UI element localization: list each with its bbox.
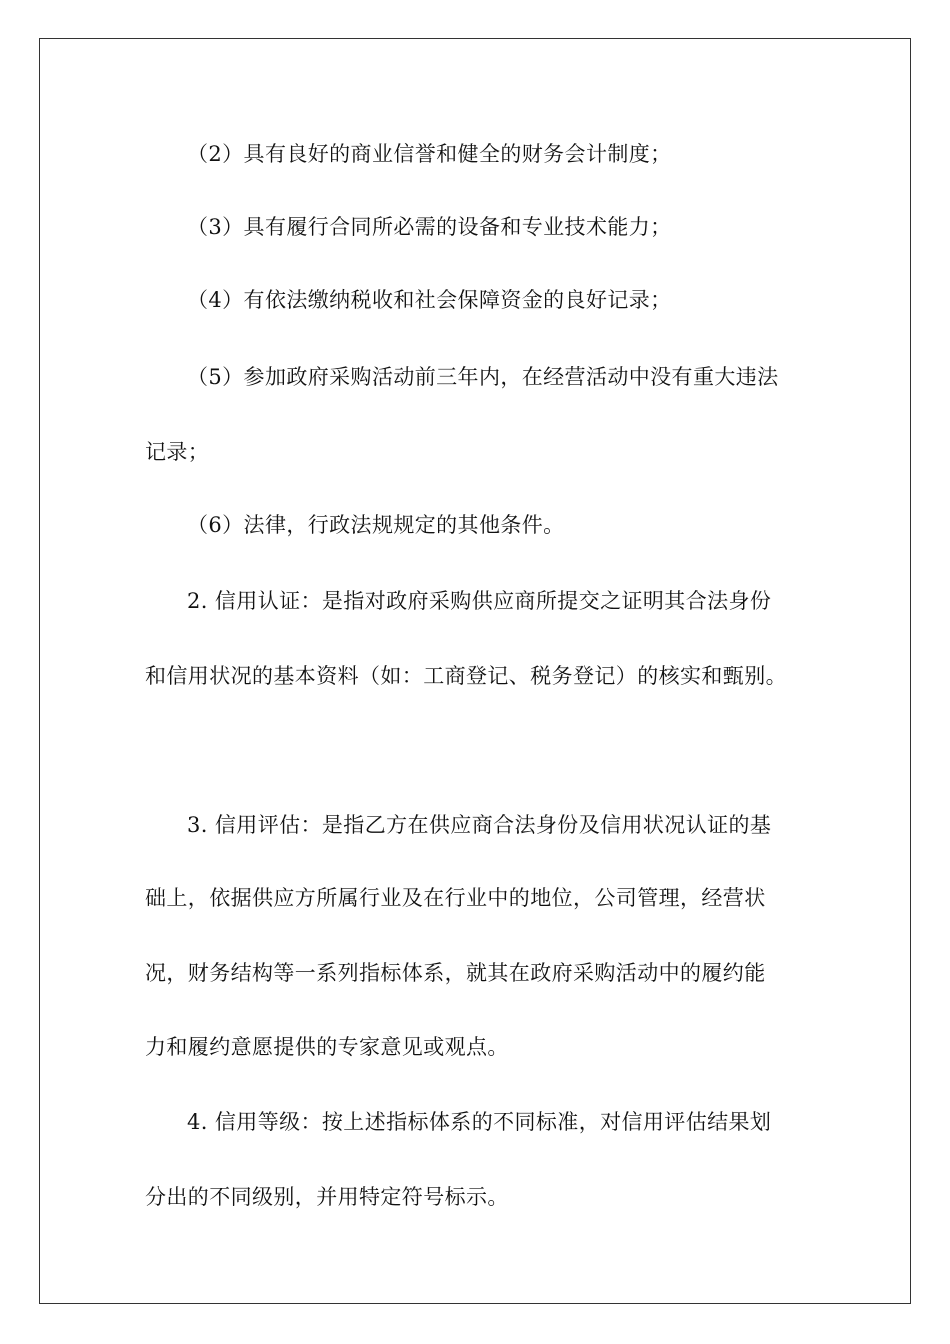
credit-certification-line-1: 2. 信用认证：是指对政府采购供应商所提交之证明其合法身份 xyxy=(187,589,772,613)
condition-4: （4）有依法缴纳税收和社会保障资金的良好记录； xyxy=(187,288,672,312)
credit-assessment-line-1: 3. 信用评估：是指乙方在供应商合法身份及信用状况认证的基 xyxy=(187,813,772,837)
credit-rating-line-1: 4. 信用等级：按上述指标体系的不同标准，对信用评估结果划 xyxy=(187,1110,772,1134)
condition-6: （6）法律，行政法规规定的其他条件。 xyxy=(187,513,565,537)
credit-assessment-line-4: 力和履约意愿提供的专家意见或观点。 xyxy=(145,1035,509,1059)
condition-5-line-2: 记录； xyxy=(145,440,210,464)
condition-3: （3）具有履行合同所必需的设备和专业技术能力； xyxy=(187,215,672,239)
credit-rating-line-2: 分出的不同级别，并用特定符号标示。 xyxy=(145,1185,509,1209)
credit-assessment-line-2: 础上，依据供应方所属行业及在行业中的地位，公司管理，经营状 xyxy=(145,886,766,910)
credit-assessment-line-3: 况，财务结构等一系列指标体系，就其在政府采购活动中的履约能 xyxy=(145,961,766,985)
credit-certification-line-2: 和信用状况的基本资料（如：工商登记、税务登记）的核实和甄别。 xyxy=(145,664,787,688)
condition-5-line-1: （5）参加政府采购活动前三年内，在经营活动中没有重大违法 xyxy=(187,365,779,389)
condition-2: （2）具有良好的商业信誉和健全的财务会计制度； xyxy=(187,142,672,166)
